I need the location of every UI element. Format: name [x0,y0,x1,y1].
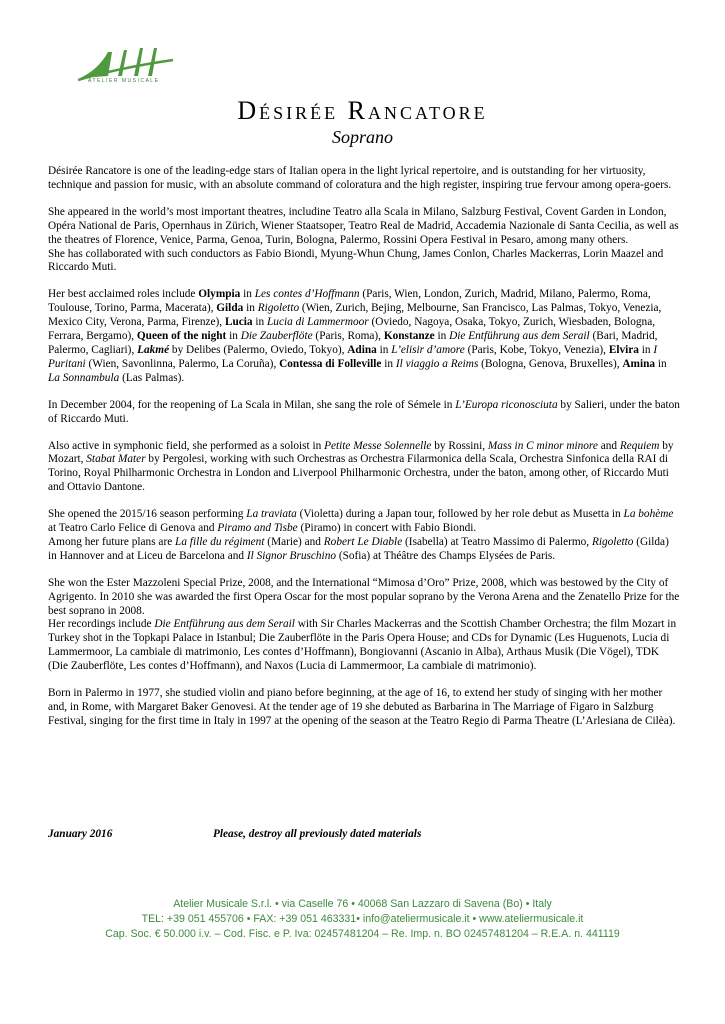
company-contacts: TEL: +39 051 455706 • FAX: +39 051 463331• info@ateliermusicale.it • www.ateliermusicale.it [141,913,584,926]
bio-paragraph-season: She opened the 2015/16 season performing La traviata (Violetta) during a Japan tour, followed by her role debut as Musetta in La bohème at Teatro Carlo Felice di Genova and Piramo and Tisbe (Piramo) in concert with Fabio Biondi. [48,508,674,535]
company-footer [0,897,725,943]
bio-paragraph-future: Among her future plans are La fille du régiment (Marie) and Robert Le Diable (Isabella) at Teatro Massimo di Palermo, Rigoletto (Gilda) in Hannover and at Liceu de Barcelona and Il Signor Bruschino (Sofia) at Théâtre des Champs Elysées de Paris. [48,535,669,562]
bio-paragraph-intro: Désirée Rancatore is one of the leading-edge stars of Italian opera in the light lyrical repertoire, and is outstanding for her virtuosity, technique and passion for music, with an absolute command of coloratura and the high register, inspiring true fervour among opera-goers. [48,165,672,191]
voice-type: Soprano [331,127,393,147]
first-name: Désirée [237,96,339,125]
destroy-note: Please, destroy all previously dated materials [213,828,422,840]
bio-paragraph-conductors: She has collaborated with such conductors as Fabio Biondi, Myung-Whun Chung, James Conlon, Charles Mackerras, Lorin Maazel and Riccardo Muti. [48,247,664,274]
bio-paragraph-symphonic: Also active in symphonic field, she performed as a soloist in Petite Messe Solennelle by Rossini, Mass in C minor minore and Requiem by Mozart, Stabat Mater by Pergolesi, working with such Orchestras as Orchestra Filarmonica della Scala, Orchestra Sinfonica della RAI di Torino, Royal Philharmonic Orchestra in London and Liverpool Philharmonic Orchestra, under the baton, among other, of Riccardo Muti and Ottavio Dantone. [48,439,674,494]
bio-paragraph-prizes: She won the Ester Mazzoleni Special Prize, 2008, and the International “Mimosa d’Oro” Prize, 2008, which was bestowed by the City of Agrigento. In 2010 she was awarded the first Opera Oscar for the most popular soprano by the Verona Arena and the Zenatello Prize for the best soprano in 2008. [48,576,680,617]
bio-paragraph-scala: In December 2004, for the reopening of La Scala in Milan, she sang the role of Sémele in L’Europa riconosciuta by Salieri, under the baton of Riccardo Muti. [48,398,680,425]
dated-note [48,828,422,840]
logo-subtitle: ATELIER MUSICALE [88,78,160,84]
biography [48,165,680,742]
bio-paragraph-theatres: She appeared in the world’s most important theatres, includine Teatro alla Scala in Milano, Salzburg Festival, Covent Garden in London, Opéra National de Paris, Opernhaus in Zürich, Wiener Staatsoper, Teatro Real de Madrid, Accademia Nazionale di Santa Cecilia, as well as the theatres of Florence, Venice, Parma, Genoa, Turin, Bologna, Palermo, Rossini Opera Festival in Pesaro, among many others. [48,205,679,246]
bio-paragraph-roles: Her best acclaimed roles include Olympia in Les contes d’Hoffmann (Paris, Wien, London, Zurich, Madrid, Milano, Palermo, Roma, Toulouse, Torino, Parma, Macerata), Gilda in Rigoletto (Wien, Zurich, Bejing, Melbourne, San Francisco, Las Palmas, Tokyo, Venezia, Mexico City, Verona, Parma, Firenze), Lucia in Lucia di Lammermoor (Oviedo, Nagoya, Osaka, Tokyo, Zurich, Wiesbaden, Bologna, Ferrara, Bergamo), Queen of the night in Die Zauberflöte (Paris, Roma), Konstanze in Die Entführung aus dem Serail (Bari, Madrid, Palermo, Cagliari), Lakmé by Delibes (Palermo, Oviedo, Tokyo), Adina in L’elisir d’amore (Paris, Kobe, Tokyo, Venezia), Elvira in I Puritani (Wien, Savonlinna, Palermo, La Coruña), Contessa di Folleville in Il viaggio a Reims (Bologna, Genova, Bruxelles), Amina in La Sonnambula (Las Palmas). [48,288,667,384]
company-registration: Cap. Soc. € 50.000 i.v. – Cod. Fisc. e P. Iva: 02457481204 – Re. Imp. n. BO 02457481204 – R.E.A. n. 441119 [105,928,620,941]
company-address: Atelier Musicale S.r.l. • via Caselle 76 • 40068 San Lazzaro di Savena (Bo) • Italy [173,898,552,910]
document-date: January 2016 [48,828,113,840]
bio-paragraph-recordings: Her recordings include Die Entführung aus dem Serail with Sir Charles Mackerras and the Scottish Chamber Orchestra; the film Mozart in Turkey shot in the Topkapi Palace in Istanbul; Die Zauberflöte in the Paris Opera House; and CDs for Dynamic (Les Huguenots, Lucia di Lammermoor, La cambiale di matrimonio, Les contes d’Hoffmann), Bongiovanni (Ascanio in Alba), Arthaus Musik (Die Vögel), TDK (Die Zauberflöte, Les contes d’Hoffmann), and Naxos (Lucia di Lammermoor, La cambiale di matrimonio). [48,618,677,673]
last-name: Rancatore [347,96,488,125]
artist-name [0,96,725,126]
bio-paragraph-early-life: Born in Palermo in 1977, she studied violin and piano before beginning, at the age of 16, to extend her study of singing with her mother and, in Rome, with Margaret Baker Genovesi. At the tender age of 19 she debuted as Barbarina in The Marriage of Figaro in Salzburg Festival, singing for the first time in Italy in 1997 at the opening of the season at the Teatro Regio di Parma Theatre (L’Arlesiana de Cilèa). [48,687,676,727]
